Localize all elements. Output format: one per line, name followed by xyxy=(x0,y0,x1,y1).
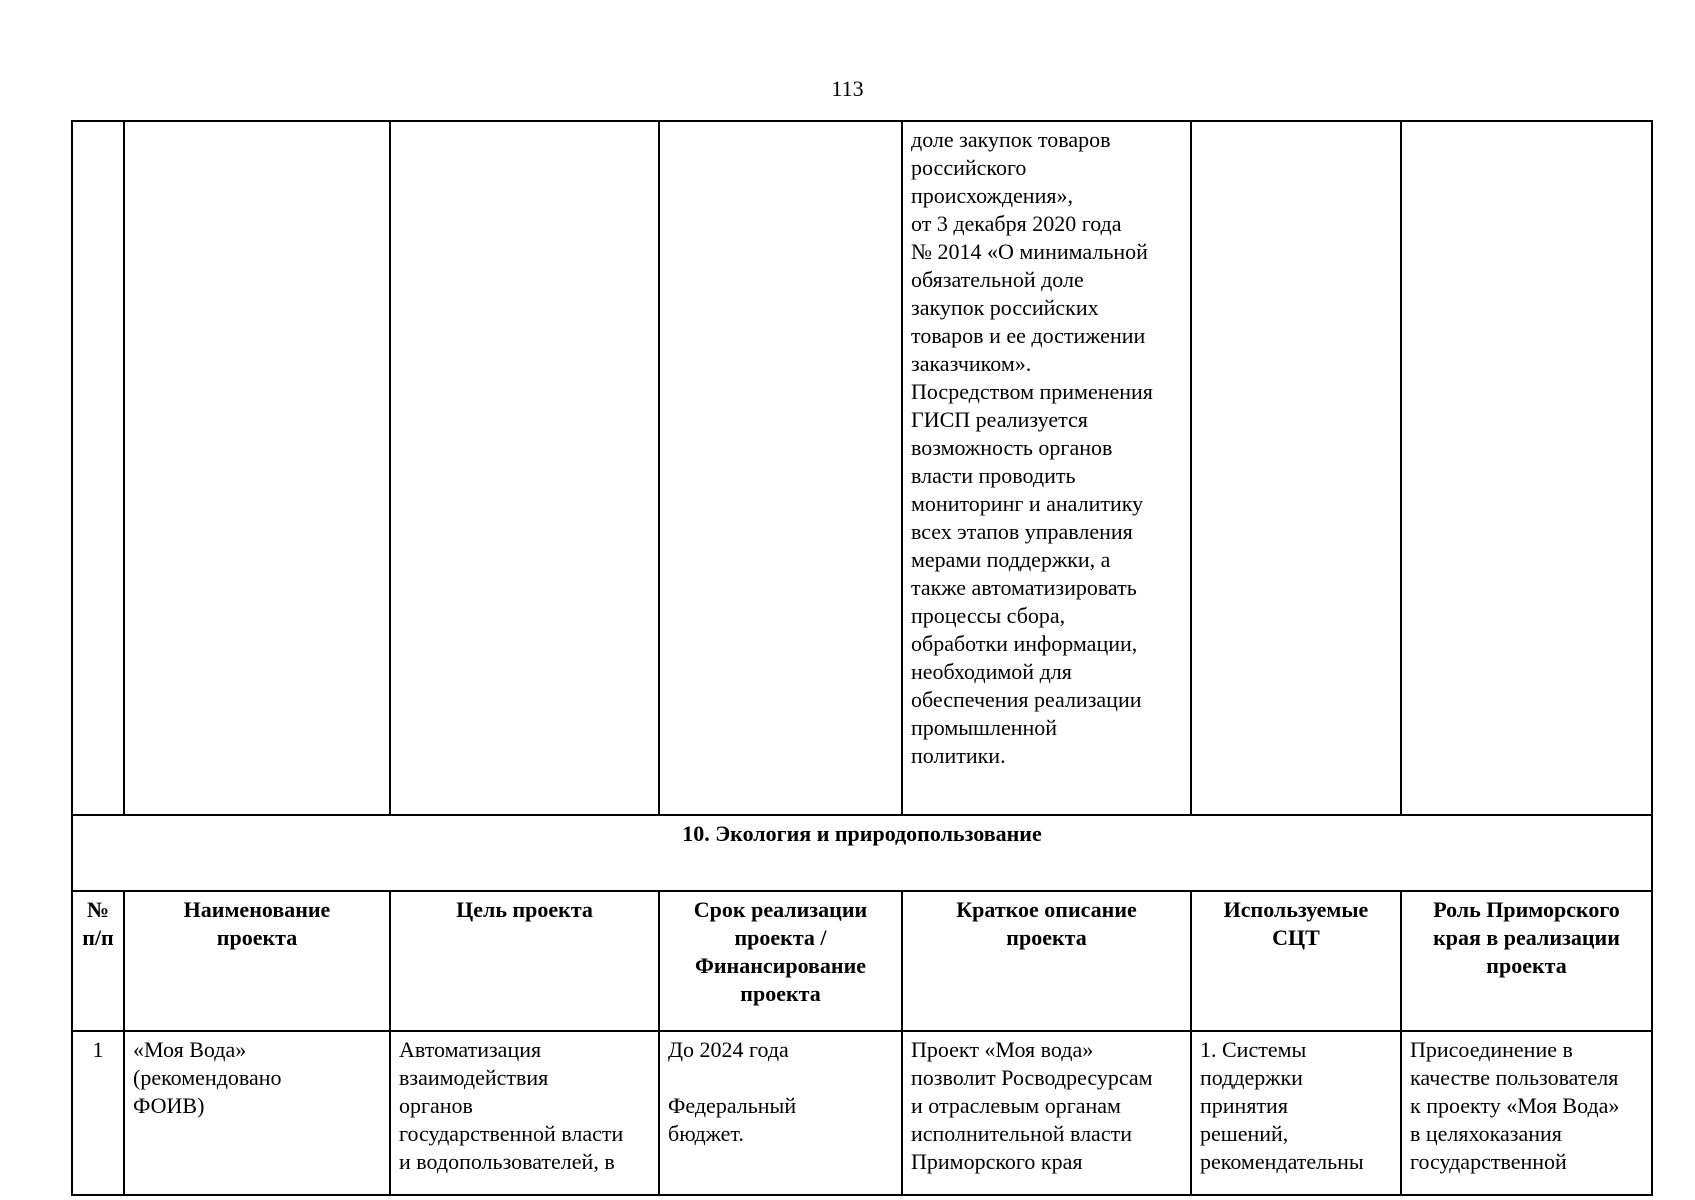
row-role: Присоединение в качестве пользователя к проекту «Моя Вода» в целяхоказания государственной xyxy=(1401,1031,1652,1195)
table-header-row xyxy=(72,891,1652,1031)
section-title: 10. Экология и природопользование xyxy=(72,815,1652,891)
row-description: Проект «Моя вода» позволит Росводресурсам и отраслевым органам исполнительной власти Приморского края xyxy=(902,1031,1191,1195)
continuation-row xyxy=(72,121,1652,815)
continuation-term-cell xyxy=(659,121,902,815)
continuation-name-cell xyxy=(124,121,390,815)
column-header-term: Срок реализации проекта / Финансирование проекта xyxy=(659,891,902,1031)
continuation-description-cell: доле закупок товаров российского происхождения», от 3 декабря 2020 года № 2014 «О минимальной обязательной доле закупок российских товаров и ее достижении заказчиком». Посредством применения ГИСП реализуется возможность органов власти проводить мониторинг и аналитику всех этапов управления мерами поддержки, а также автоматизировать процессы сбора, обработки информации, необходимой для обеспечения реализации промышленной политики. xyxy=(902,121,1191,815)
column-header-name: Наименование проекта xyxy=(124,891,390,1031)
section-title-row xyxy=(72,815,1652,891)
column-header-description: Краткое описание проекта xyxy=(902,891,1191,1031)
continuation-role-cell xyxy=(1401,121,1652,815)
column-header-num: № п/п xyxy=(72,891,124,1031)
row-goal: Автоматизация взаимодействия органов государственной власти и водопользователей, в xyxy=(390,1031,659,1195)
page-number: 113 xyxy=(831,76,864,101)
continuation-num-cell xyxy=(72,121,124,815)
column-header-role: Роль Приморского края в реализации проекта xyxy=(1401,891,1652,1031)
row-name: «Моя Вода» (рекомендовано ФОИВ) xyxy=(124,1031,390,1195)
row-num: 1 xyxy=(72,1031,124,1195)
row-term: До 2024 года Федеральный бюджет. xyxy=(659,1031,902,1195)
continuation-goal-cell xyxy=(390,121,659,815)
column-header-goal: Цель проекта xyxy=(390,891,659,1031)
table-row xyxy=(72,1031,1652,1195)
column-header-tech: Используемые СЦТ xyxy=(1191,891,1401,1031)
continuation-tech-cell xyxy=(1191,121,1401,815)
row-tech: 1. Системы поддержки принятия решений, рекомендательны xyxy=(1191,1031,1401,1195)
projects-table xyxy=(71,120,1653,1196)
